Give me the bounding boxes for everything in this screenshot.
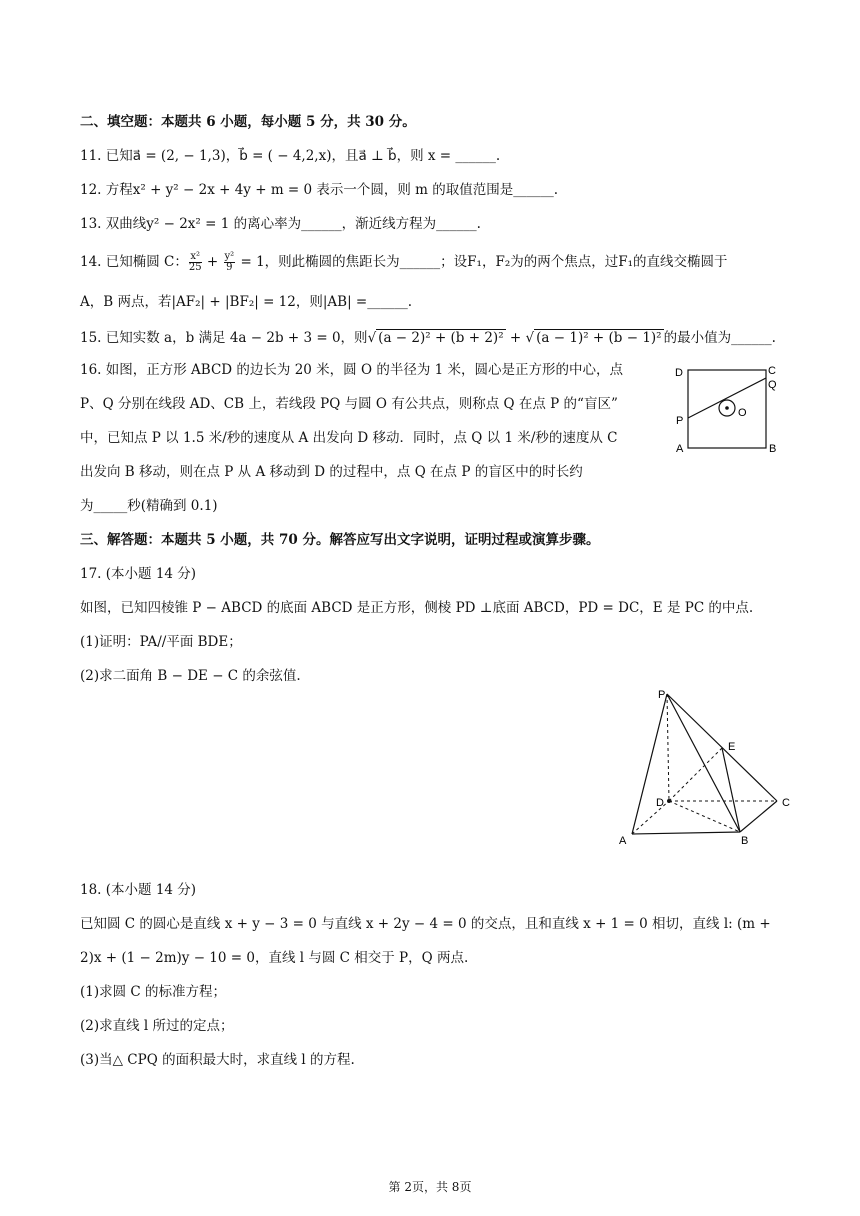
q14-frac1-den: 25 — [188, 262, 202, 273]
question-18-part-3: (3)当△ CPQ 的面积最大时，求直线 l 的方程. — [80, 1052, 355, 1068]
question-11: 11. 已知a⃗ = (2, − 1,3)，b⃗ = ( − 4,2,x)，且a⃗ ⊥ b⃗，则 x = ______. — [80, 148, 501, 164]
question-13: 13. 双曲线y² − 2x² = 1 的离心率为______，渐近线方程为______. — [80, 216, 481, 232]
segment-pq — [688, 378, 766, 418]
edge-ab — [632, 832, 740, 834]
question-18-part-2: (2)求直线 l 所过的定点； — [80, 1018, 234, 1034]
label-c: C — [768, 365, 776, 377]
label-p: P — [676, 415, 684, 427]
page-footer: 第 2页，共 8页 — [388, 1180, 472, 1194]
edge-db — [669, 801, 740, 832]
label-e: E — [728, 741, 736, 753]
edge-eb — [722, 748, 740, 832]
label-o: O — [738, 407, 747, 419]
question-16-line-4: 出发向 B 移动，则在点 P 从 A 移动到 D 的过程中，点 Q 在点 P 的盲区中的时长约 — [80, 464, 583, 480]
question-12: 12. 方程x² + y² − 2x + 4y + m = 0 表示一个圆，则 m 的取值范围是______. — [80, 182, 559, 198]
question-17-part-2: (2)求二面角 B − DE − C 的余弦值. — [80, 668, 301, 684]
question-14-line-2: A，B 两点，若|AF₂| + |BF₂| = 12，则|AB| =______. — [80, 294, 413, 310]
fill-section-heading: 二、填空题：本题共 6 小题，每小题 5 分，共 30 分。 — [80, 114, 416, 130]
edge-pc — [667, 694, 777, 801]
label-a: A — [676, 443, 684, 455]
label-p: P — [658, 689, 666, 701]
edge-pb — [667, 694, 740, 832]
question-16-line-3: 中，已知点 P 以 1.5 米/秒的速度从 A 出发向 D 移动．同时，点 Q 以 1 米/秒的速度从 C — [80, 430, 618, 446]
label-q: Q — [768, 379, 777, 391]
edge-de — [669, 748, 722, 801]
point-d — [667, 799, 671, 803]
edge-pd — [667, 694, 669, 801]
question-18-line-1: 已知圆 C 的圆心是直线 x + y − 3 = 0 与直线 x + 2y − 4 = 0 的交点，且和直线 x + 1 = 0 相切，直线 l: (m + — [80, 916, 771, 932]
q14-fraction-x — [189, 252, 202, 273]
question-18-heading: 18. (本小题 14 分) — [80, 882, 197, 898]
label-a: A — [619, 835, 627, 847]
edge-pa — [632, 694, 667, 834]
question-15: 15. 已知实数 a，b 满足 4a − 2b + 3 = 0，则√ (a − 2)² + (b + 2)² + √ (a − 1)² + (b − 1)² 的最小值为______. — [80, 330, 776, 346]
q14-plus: + — [202, 254, 223, 270]
question-17-line-1: 如图，已知四棱锥 P − ABCD 的底面 ABCD 是正方形，侧棱 PD ⊥底面 ABCD，PD = DC，E 是 PC 的中点. — [80, 600, 754, 616]
question-16-line-1: 16. 如图，正方形 ABCD 的边长为 20 米，圆 O 的半径为 1 米，圆心是正方形的中心，点 — [80, 362, 623, 378]
pyramid-figure — [612, 684, 812, 849]
question-17-heading: 17. (本小题 14 分) — [80, 566, 197, 582]
q15-radical-2: (a − 1)² + (b − 1)² — [536, 330, 662, 346]
question-16-line-2: P、Q 分别在线段 AD、CB 上，若线段 PQ 与圆 O 有公共点，则称点 Q 在点 P 的“盲区” — [80, 396, 618, 412]
q14-frac1-num: x² — [190, 251, 201, 262]
q14-frac2-den: 9 — [226, 262, 233, 273]
label-c: C — [782, 797, 790, 809]
q15-prefix: 15. 已知实数 a，b 满足 4a − 2b + 3 = 0，则 — [80, 330, 368, 346]
label-b: B — [741, 835, 749, 847]
q14-suffix: = 1，则此椭圆的焦距长为______；设F₁，F₂为的两个焦点，过F₁的直线交椭圆于 — [236, 254, 728, 270]
solve-section-heading: 三、解答题：本题共 5 小题，共 70 分。解答应写出文字说明，证明过程或演算步骤。 — [80, 532, 600, 548]
question-18-part-1: (1)求圆 C 的标准方程； — [80, 984, 227, 1000]
q14-fraction-y — [224, 252, 236, 273]
center-o — [725, 406, 729, 410]
q15-plus: + — [505, 330, 526, 346]
q15-suffix: 的最小值为______. — [663, 330, 776, 346]
label-d: D — [656, 797, 664, 809]
label-d: D — [675, 367, 683, 379]
q15-radical-1: (a − 2)² + (b + 2)² — [378, 330, 504, 346]
label-b: B — [769, 443, 777, 455]
q14-frac2-num: y² — [224, 251, 235, 262]
square-circle-figure — [670, 358, 790, 458]
question-17-part-1: (1)证明：PA//平面 BDE； — [80, 634, 242, 650]
question-18-line-2: 2)x + (1 − 2m)y − 10 = 0，直线 l 与圆 C 相交于 P，Q 两点. — [80, 950, 469, 966]
question-14-line-1 — [80, 252, 728, 273]
edge-bc — [740, 801, 777, 832]
q14-prefix: 14. 已知椭圆 C： — [80, 254, 188, 270]
question-16-line-5: 为_____秒(精确到 0.1) — [80, 498, 218, 514]
